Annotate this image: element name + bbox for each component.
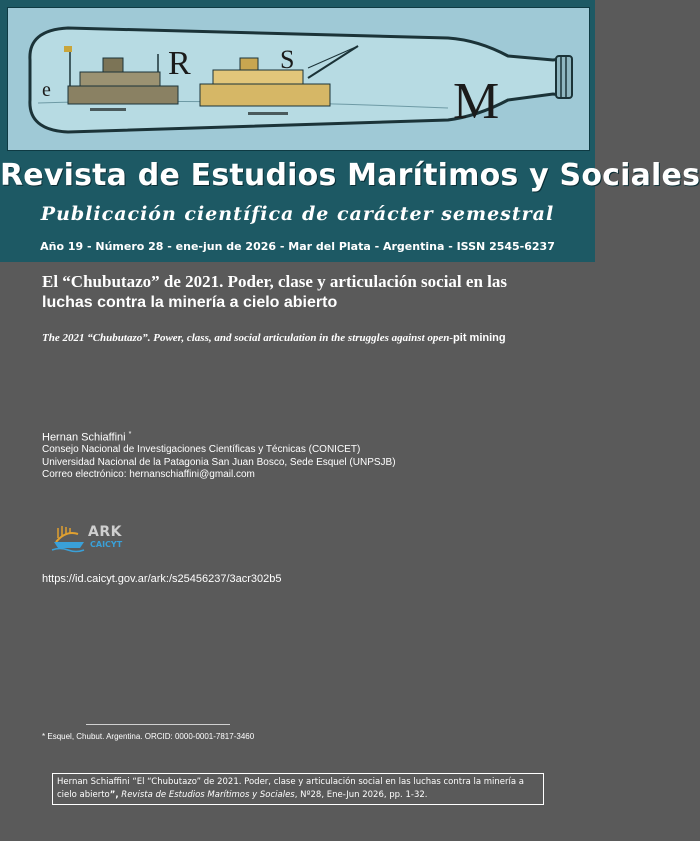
- citation-quote-close: ”,: [109, 789, 119, 800]
- article-title-spanish: [42, 271, 562, 313]
- footnote-marker: *: [42, 732, 46, 741]
- title-line-2: luchas contra la minería a cielo abierto: [42, 294, 338, 311]
- issue-info: Año 19 - Número 28 - ene-jun de 2026 - Mar del Plata - Argentina - ISSN 2545-6237: [40, 240, 555, 253]
- bottle-letter-e: e: [42, 79, 51, 101]
- citation-journal: Revista de Estudios Marítimos y Sociales: [121, 789, 295, 800]
- author-name-line: [42, 429, 562, 444]
- title-en-tail: pit mining: [453, 332, 506, 344]
- citation-text: Hernan Schiaffini “El “Chubutazo” de 2021. Poder, clase y articulación social en las luchas contra la minería a cielo abierto: [57, 777, 524, 800]
- ark-caicyt-logo: [52, 524, 128, 552]
- citation-details: , Nº28, Ene-Jun 2026, pp. 1-32.: [294, 789, 428, 800]
- caicyt-logo-text: CAICYT: [90, 540, 123, 549]
- title-line-1: El “Chubutazo” de 2021. Poder, clase y articulación social en las: [42, 272, 507, 291]
- journal-subtitle: Publicación científica de carácter semestral: [40, 203, 555, 225]
- author-affiliation-2: Universidad Nacional de la Patagonia San Juan Bosco, Sede Esquel (UNPSJB): [42, 456, 396, 468]
- footnote-divider: [86, 724, 230, 725]
- title-en-main: The 2021 “Chubutazo”. Power, class, and social articulation in the struggles against open-: [42, 332, 454, 344]
- article-title-english: [42, 332, 572, 344]
- footnote: [42, 732, 254, 741]
- footnote-text: Esquel, Chubut. Argentina. ORCID: 0000-0001-7817-3460: [47, 732, 255, 741]
- author-email[interactable]: Correo electrónico: hernanschiaffini@gmail.com: [42, 469, 255, 481]
- journal-title: Revista de Estudios Marítimos y Sociales: [0, 158, 700, 193]
- ark-logo-text: ARK: [88, 524, 122, 540]
- ship-in-bottle-illustration: [7, 7, 590, 151]
- author-footnote-marker: *: [128, 431, 132, 438]
- bottle-letter-m: M: [453, 73, 500, 130]
- citation-box: [52, 773, 544, 805]
- ark-ship-icon: [52, 524, 88, 552]
- journal-header: [0, 0, 700, 262]
- author-name: Hernan Schiaffini: [42, 431, 126, 444]
- bottle-letter-s: S: [280, 45, 295, 74]
- bottle-artwork: [8, 8, 589, 150]
- author-affiliation-1: Consejo Nacional de Investigaciones Científicas y Técnicas (CONICET): [42, 444, 361, 456]
- author-block: [42, 429, 562, 482]
- ark-identifier-link[interactable]: https://id.caicyt.gov.ar/ark:/s25456237/3acr302b5: [42, 573, 282, 585]
- bottle-letter-r: R: [168, 45, 191, 82]
